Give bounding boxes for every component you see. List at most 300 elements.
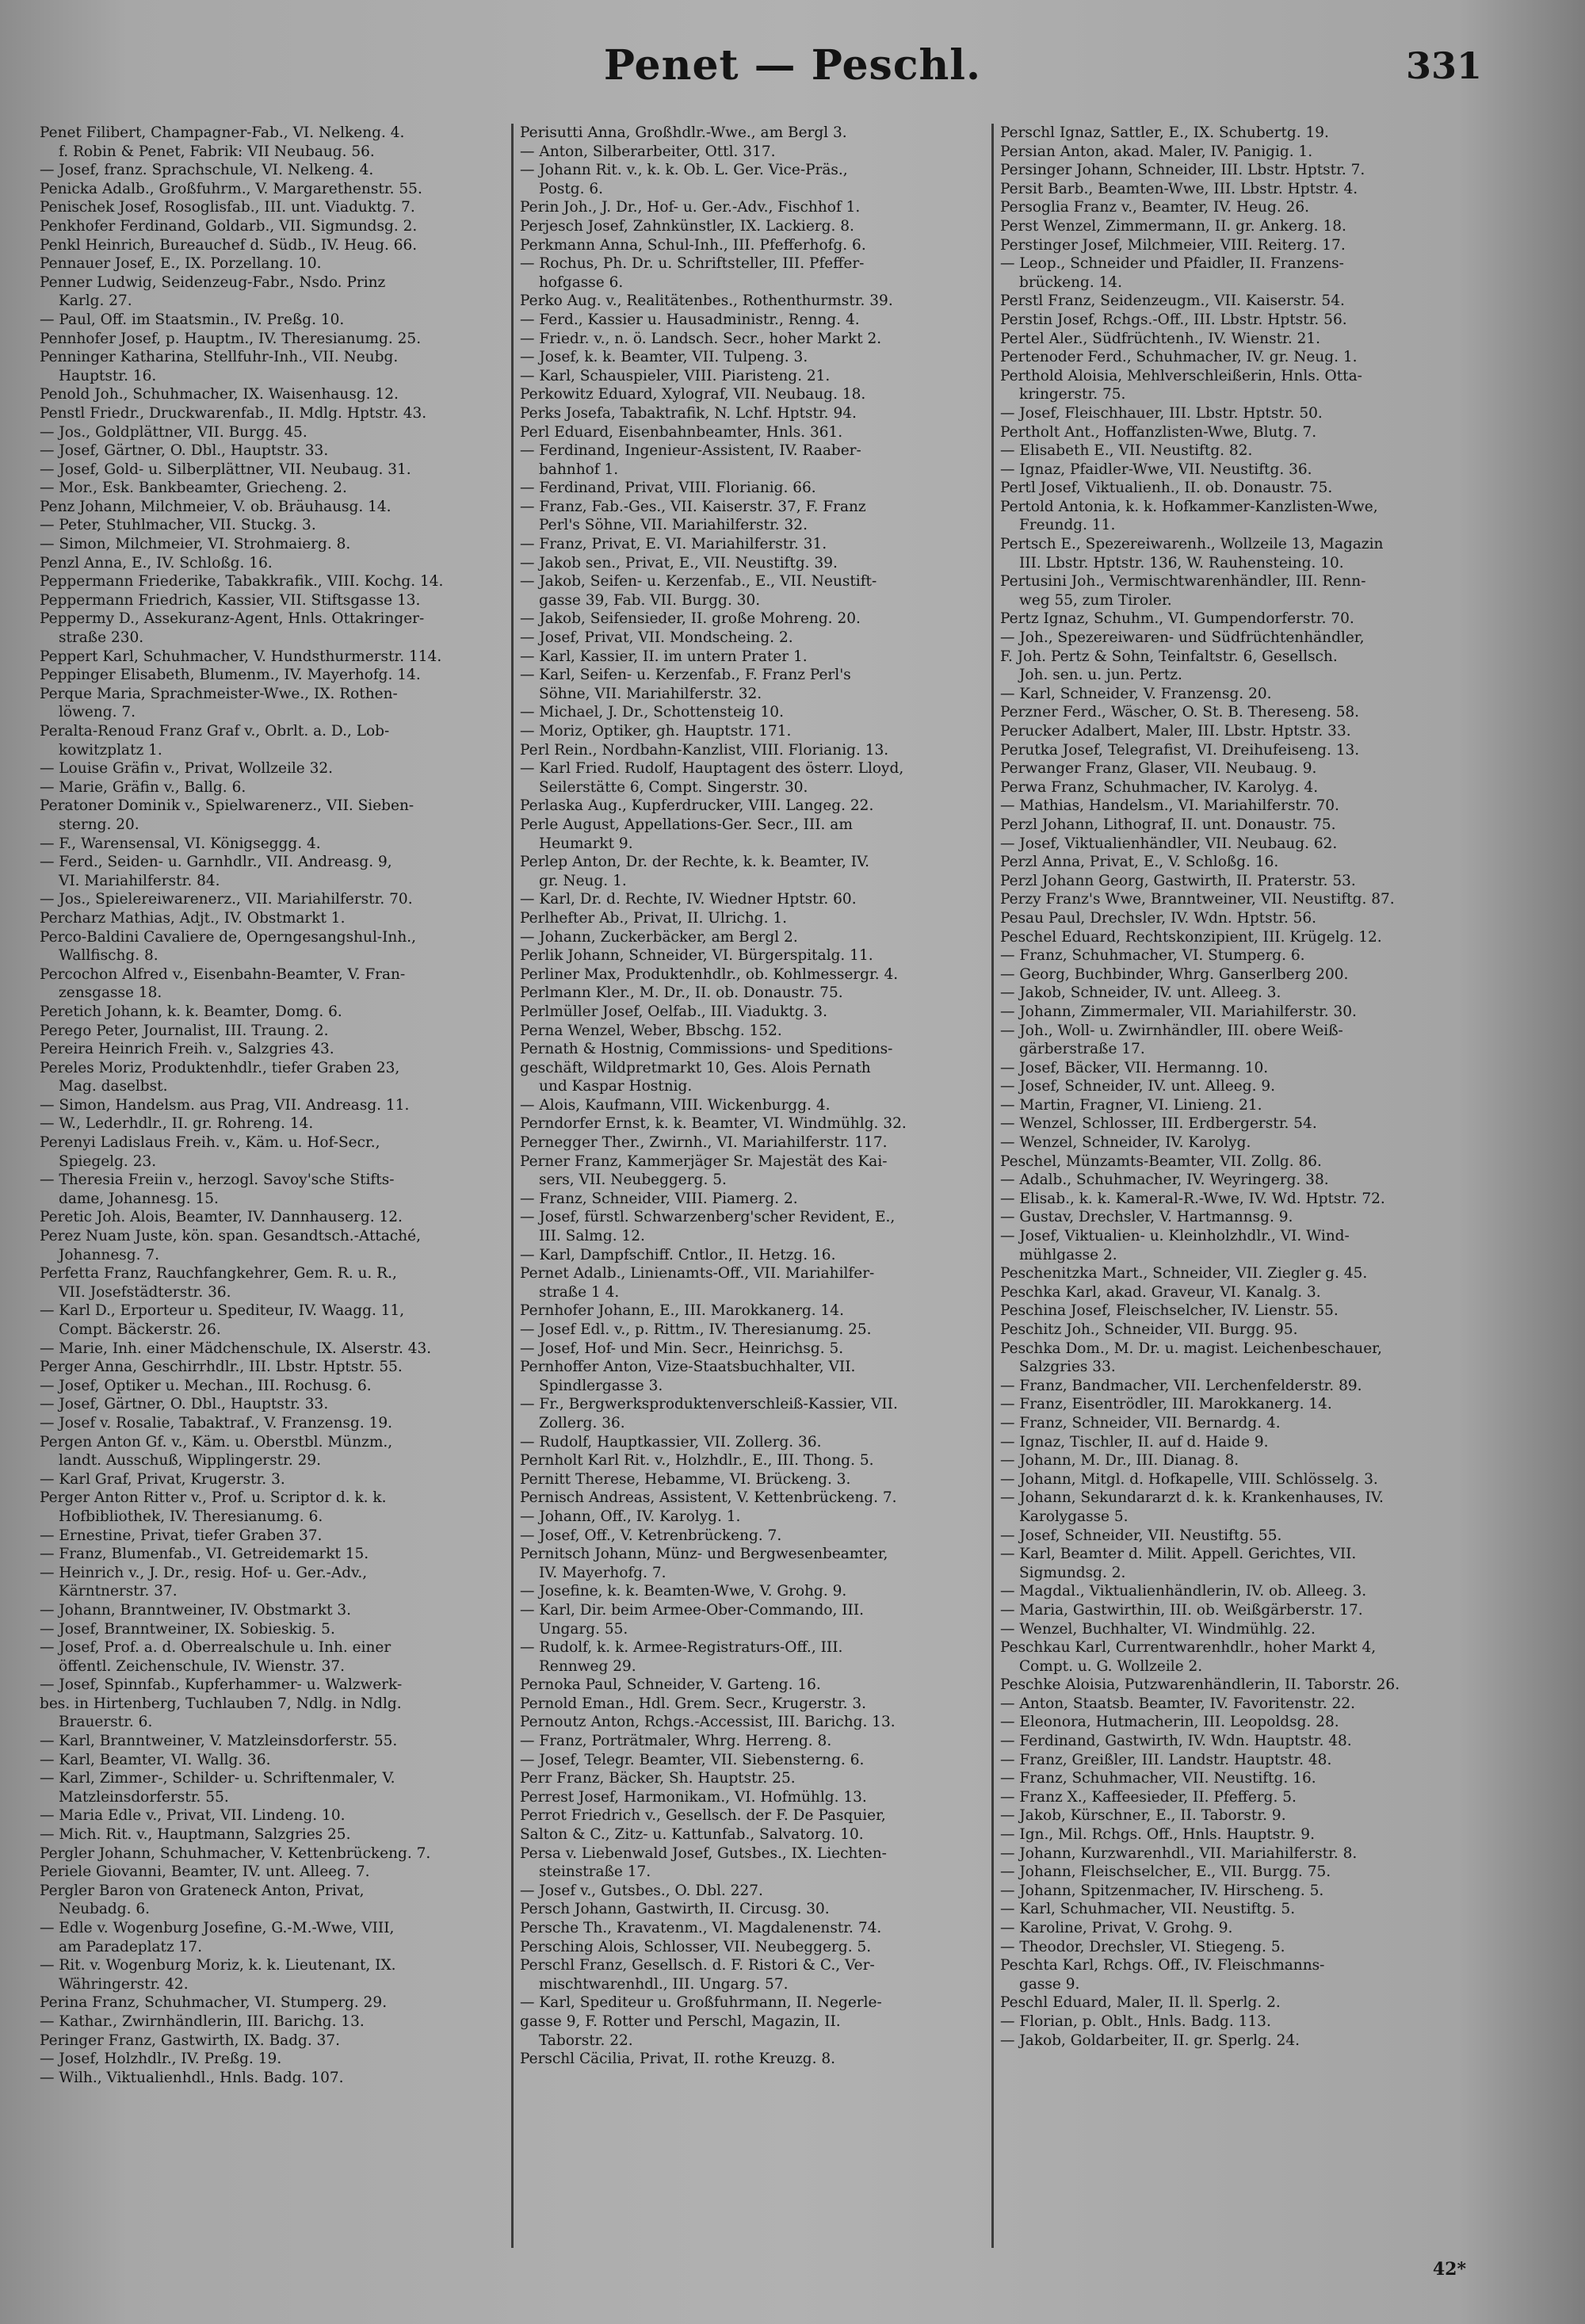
- directory-entry: — Johann, Spitzenmacher, IV. Hirscheng. 5.: [1000, 1882, 1324, 1899]
- entry-continuation: Compt. Bäckerstr. 26.: [59, 1321, 221, 1338]
- directory-entry: — Johann, Off., IV. Karolyg. 1.: [520, 1508, 741, 1525]
- directory-entry: Persch Johann, Gastwirth, II. Circusg. 30.: [520, 1901, 830, 1918]
- directory-entry: — Rochus, Ph. Dr. u. Schriftsteller, III. Pfeffer-: [520, 255, 865, 273]
- directory-entry: Pergler Baron von Grateneck Anton, Privat,: [40, 1882, 365, 1899]
- directory-entry: — Anton, Silberarbeiter, Ottl. 317.: [520, 143, 776, 160]
- entry-continuation: Salzgries 33.: [1019, 1359, 1116, 1376]
- entry-continuation: zensgasse 18.: [59, 984, 162, 1002]
- directory-entry: — Ignaz, Tischler, II. auf d. Haide 9.: [1000, 1433, 1269, 1451]
- directory-entry: — Franz, Schneider, VIII. Piamerg. 2.: [520, 1190, 798, 1207]
- directory-entry: — Franz, Schuhmacher, VI. Stumperg. 6.: [1000, 947, 1305, 965]
- directory-entry: — Marie, Gräfin v., Ballg. 6.: [40, 778, 246, 796]
- page-number: 331: [1405, 44, 1482, 87]
- directory-entry: Pernisch Andreas, Assistent, V. Kettenbrückeng. 7.: [520, 1489, 897, 1507]
- directory-entry: Penischek Josef, Rosoglisfab., III. unt. Viaduktg. 7.: [40, 199, 415, 216]
- directory-entry: — Johann Rit. v., k. k. Ob. L. Ger. Vice-Präs.,: [520, 162, 848, 179]
- directory-entry: Penold Joh., Schuhmacher, IX. Waisenhausg. 12.: [40, 386, 399, 403]
- directory-entry: gasse 9, F. Rotter und Perschl, Magazin, II.: [520, 2012, 841, 2030]
- directory-entry: — Josefine, k. k. Beamten-Wwe, V. Grohg. 9.: [520, 1583, 847, 1600]
- entry-continuation: und Kaspar Hostnig.: [539, 1078, 693, 1095]
- printer-signature: 42*: [1432, 2259, 1466, 2280]
- entry-continuation: III. Lbstr. Hptstr. 136, W. Rauhensteing. 10.: [1019, 554, 1344, 571]
- directory-entry: Pennauer Josef, E., IX. Porzellang. 10.: [40, 255, 322, 273]
- directory-entry: — Mor., Esk. Bankbeamter, Griecheng. 2.: [40, 480, 347, 497]
- entry-continuation: Taborstr. 22.: [539, 2032, 633, 2049]
- entry-continuation: Matzleinsdorferstr. 55.: [59, 1788, 229, 1806]
- entry-continuation: weg 55, zum Tiroler.: [1019, 591, 1172, 609]
- directory-entry: Perque Maria, Sprachmeister-Wwe., IX. Rothen-: [40, 685, 398, 702]
- directory-entry: — Karl, Spediteur u. Großfuhrmann, II. Negerle-: [520, 1994, 882, 2012]
- directory-entry: — Josef, Telegr. Beamter, VII. Siebensterng. 6.: [520, 1751, 865, 1768]
- entry-continuation: Söhne, VII. Mariahilferstr. 32.: [539, 685, 762, 702]
- entry-continuation: öffentl. Zeichenschule, IV. Wienstr. 37.: [59, 1657, 346, 1675]
- directory-entry: — Marie, Inh. einer Mädchenschule, IX. Alserstr. 43.: [40, 1340, 432, 1357]
- directory-entry: — Franz, Eisentrödler, III. Marokkanerg. 14.: [1000, 1396, 1332, 1413]
- directory-entry: — Simon, Handelsm. aus Prag, VII. Andreasg. 11.: [40, 1096, 410, 1114]
- directory-entry: — Karl D., Erporteur u. Spediteur, IV. Waagg. 11,: [40, 1302, 405, 1320]
- directory-entry: — Franz, Porträtmaler, Whrg. Herreng. 8.: [520, 1733, 832, 1750]
- entry-continuation: landt. Ausschuß, Wipplingerstr. 29.: [59, 1452, 322, 1470]
- directory-entry: — Josef, franz. Sprachschule, VI. Nelkeng. 4.: [40, 162, 374, 179]
- directory-entry: — Ferd., Seiden- u. Garnhdlr., VII. Andreasg. 9,: [40, 854, 392, 871]
- directory-entry: Pernitsch Johann, Münz- und Bergwesenbeamter,: [520, 1546, 888, 1563]
- directory-entry: — Karl, Schauspieler, VIII. Piaristeng. 21.: [520, 367, 831, 384]
- entry-continuation: Zollerg. 36.: [539, 1414, 625, 1431]
- directory-entry: — Wenzel, Schlosser, III. Erdbergerstr. 54.: [1000, 1115, 1317, 1133]
- directory-entry: — Johann, Zimmermaler, VII. Mariahilferstr. 30.: [1000, 1003, 1357, 1020]
- directory-entry: — Rudolf, Hauptkassier, VII. Zollerg. 36.: [520, 1433, 822, 1451]
- entry-continuation: mischtwarenhdl., III. Ungarg. 57.: [539, 1975, 789, 1993]
- directory-entry: — Josef, Schneider, IV. unt. Alleeg. 9.: [1000, 1078, 1275, 1095]
- directory-entry: Perl Rein., Nordbahn-Kanzlist, VIII. Florianig. 13.: [520, 741, 889, 759]
- directory-entry: Peratoner Dominik v., Spielwarenerz., VII. Sieben-: [40, 797, 414, 815]
- directory-entry: — Ferdinand, Privat, VIII. Florianig. 66.: [520, 480, 816, 497]
- directory-entry: Penz Johann, Milchmeier, V. ob. Bräuhausg. 14.: [40, 498, 391, 515]
- directory-entry: — Josef, Bäcker, VII. Hermanng. 10.: [1000, 1059, 1269, 1076]
- page-header: [0, 41, 1585, 97]
- entry-continuation: straße 1 4.: [539, 1283, 620, 1301]
- entry-continuation: IV. Mayerhofg. 7.: [539, 1564, 666, 1581]
- directory-entry: Peschl Eduard, Maler, II. ll. Sperlg. 2.: [1000, 1994, 1281, 2012]
- directory-entry: Perschl Ignaz, Sattler, E., IX. Schubertg. 19.: [1000, 124, 1329, 141]
- directory-entry: — Maria, Gastwirthin, III. ob. Weißgärberstr. 17.: [1000, 1601, 1363, 1619]
- directory-entry: Perrot Friedrich v., Gesellsch. der F. De Pasquier,: [520, 1807, 886, 1825]
- directory-entry: — Franz, Schuhmacher, VII. Neustiftg. 16.: [1000, 1770, 1316, 1787]
- entry-continuation: mühlgasse 2.: [1019, 1246, 1117, 1263]
- directory-entry: Penkl Heinrich, Bureauchef d. Südb., IV. Heug. 66.: [40, 236, 418, 254]
- directory-entry: Perliner Max, Produktenhdlr., ob. Kohlmessergr. 4.: [520, 965, 899, 983]
- entry-continuation: bahnhof 1.: [539, 461, 619, 478]
- directory-entry: Peppermann Friederike, Tabakkrafik., VIII. Kochg. 14.: [40, 573, 444, 591]
- directory-entry: Perzl Anna, Privat, E., V. Schloßg. 16.: [1000, 854, 1279, 871]
- directory-entry: Perco-Baldini Cavaliere de, Operngesangshul-Inh.,: [40, 928, 417, 946]
- directory-entry: — Karl, Seifen- u. Kerzenfab., F. Franz Perl's: [520, 667, 851, 684]
- directory-entry: — Ferdinand, Ingenieur-Assistent, IV. Raaber-: [520, 442, 861, 460]
- directory-entry: Pergler Johann, Schuhmacher, V. Kettenbrückeng. 7.: [40, 1844, 431, 1862]
- directory-entry: Perutka Josef, Telegrafist, VI. Dreihufeiseng. 13.: [1000, 741, 1360, 759]
- directory-entry: — Johann, M. Dr., III. Dianag. 8.: [1000, 1452, 1239, 1470]
- directory-entry: Peschta Karl, Rchgs. Off., IV. Fleischmanns-: [1000, 1957, 1325, 1974]
- directory-entry: Pernath & Hostnig, Commissions- und Speditions-: [520, 1041, 893, 1058]
- entry-continuation: hofgasse 6.: [539, 273, 624, 291]
- directory-entry: — Karl Fried. Rudolf, Hauptagent des österr. Lloyd,: [520, 760, 904, 778]
- directory-entry: Perlep Anton, Dr. der Rechte, k. k. Beamter, IV.: [520, 854, 870, 871]
- directory-entry: Perst Wenzel, Zimmermann, II. gr. Ankerg. 18.: [1000, 217, 1346, 235]
- directory-entry: — Johann, Sekundararzt d. k. k. Krankenhauses, IV.: [1000, 1489, 1384, 1507]
- directory-entry: — Josef, Gold- u. Silberplättner, VII. Neubaug. 31.: [40, 461, 411, 478]
- directory-entry: Peschke Aloisia, Putzwarenhändlerin, II. Taborstr. 26.: [1000, 1676, 1400, 1694]
- directory-entry: Perndorfer Ernst, k. k. Beamter, VI. Windmühlg. 32.: [520, 1115, 907, 1133]
- directory-entry: Perego Peter, Journalist, III. Traung. 2.: [40, 1022, 329, 1039]
- directory-entry: — Josef, Viktualien- u. Kleinholzhdlr., VI. Wind-: [1000, 1228, 1350, 1245]
- entry-continuation: III. Salmg. 12.: [539, 1228, 645, 1245]
- directory-entry: — Elisabeth E., VII. Neustiftg. 82.: [1000, 442, 1253, 460]
- directory-entry: Perlmüller Josef, Oelfab., III. Viaduktg. 3.: [520, 1003, 827, 1020]
- directory-entry: — Franz, Schneider, VII. Bernardg. 4.: [1000, 1414, 1281, 1431]
- directory-entry: Perner Franz, Kammerjäger Sr. Majestät des Kai-: [520, 1152, 888, 1170]
- directory-entry: Pernitt Therese, Hebamme, VI. Brückeng. 3.: [520, 1470, 851, 1488]
- entry-continuation: Brauerstr. 6.: [59, 1714, 153, 1731]
- directory-entry: — Karl, Beamter d. Milit. Appell. Gerichtes, VII.: [1000, 1546, 1357, 1563]
- directory-entry: — Ernestine, Privat, tiefer Graben 37.: [40, 1527, 323, 1544]
- directory-entry: geschäft, Wildpretmarkt 10, Ges. Alois Pernath: [520, 1059, 871, 1076]
- directory-entry: — Alois, Kaufmann, VIII. Wickenburgg. 4.: [520, 1096, 831, 1114]
- directory-entry: — Magdal., Viktualienhändlerin, IV. ob. Alleeg. 3.: [1000, 1583, 1367, 1600]
- directory-entry: Perstin Josef, Rchgs.-Off., III. Lbstr. Hptstr. 56.: [1000, 311, 1347, 328]
- directory-entry: Peppert Karl, Schuhmacher, V. Hundsthurmerstr. 114.: [40, 648, 442, 665]
- directory-entry: Perkowitz Eduard, Xylograf, VII. Neubaug. 18.: [520, 386, 866, 403]
- directory-entry: Perschl Franz, Gesellsch. d. F. Ristori & C., Ver-: [520, 1957, 875, 1974]
- directory-entry: — Franz, Blumenfab., VI. Getreidemarkt 15.: [40, 1546, 369, 1563]
- directory-entry: — Gustav, Drechsler, V. Hartmannsg. 9.: [1000, 1209, 1293, 1226]
- entry-continuation: kringerstr. 75.: [1019, 386, 1126, 403]
- directory-entry: Pernold Eman., Hdl. Grem. Secr., Krugerstr. 3.: [520, 1695, 867, 1712]
- directory-entry: Perzl Johann Georg, Gastwirth, II. Praterstr. 53.: [1000, 872, 1356, 889]
- directory-entry: — Josef, Holzhdlr., IV. Preßg. 19.: [40, 2051, 282, 2068]
- directory-entry: Peppermy D., Assekuranz-Agent, Hnls. Ottakringer-: [40, 610, 425, 628]
- directory-entry: Pereira Heinrich Freih. v., Salzgries 43.: [40, 1041, 334, 1058]
- directory-entry: — Jakob sen., Privat, E., VII. Neustiftg. 39.: [520, 554, 838, 571]
- entry-continuation: Ungarg. 55.: [539, 1620, 628, 1638]
- directory-entry: — Josef, Gärtner, O. Dbl., Hauptstr. 33.: [40, 1396, 329, 1413]
- directory-entry: Perzy Franz's Wwe, Branntweiner, VII. Neustiftg. 87.: [1000, 891, 1395, 908]
- directory-entry: Pesau Paul, Drechsler, IV. Wdn. Hptstr. 56.: [1000, 909, 1317, 927]
- directory-entry: bes. in Hirtenberg, Tuchlauben 7, Ndlg. in Ndlg.: [40, 1695, 402, 1712]
- directory-entry: Periele Giovanni, Beamter, IV. unt. Alleeg. 7.: [40, 1863, 370, 1881]
- directory-entry: Peschitz Joh., Schneider, VII. Burgg. 95.: [1000, 1321, 1298, 1338]
- directory-entry: Pernet Adalb., Linienamts-Off., VII. Mariahilfer-: [520, 1265, 875, 1282]
- directory-entry: Pertl Josef, Viktualienh., II. ob. Donaustr. 75.: [1000, 480, 1333, 497]
- directory-entry: — Anton, Staatsb. Beamter, IV. Favoritenstr. 22.: [1000, 1695, 1356, 1712]
- directory-entry: — Maria Edle v., Privat, VII. Lindeng. 10.: [40, 1807, 346, 1825]
- directory-entry: Peschel, Münzamts-Beamter, VII. Zollg. 86.: [1000, 1152, 1322, 1170]
- entry-continuation: VI. Mariahilferstr. 84.: [59, 872, 220, 889]
- entry-continuation: Compt. u. G. Wollzeile 2.: [1019, 1657, 1203, 1675]
- directory-entry: Salton & C., Zitz- u. Kattunfab., Salvatorg. 10.: [520, 1826, 864, 1844]
- directory-entry: — Louise Gräfin v., Privat, Wollzeile 32.: [40, 760, 334, 778]
- directory-entry: — F., Warensensal, VI. Königseggg. 4.: [40, 835, 321, 852]
- directory-entry: Penicka Adalb., Großfuhrm., V. Margarethenstr. 55.: [40, 180, 422, 197]
- directory-entry: Perger Anton Ritter v., Prof. u. Scriptor d. k. k.: [40, 1489, 387, 1507]
- entry-continuation: am Paradeplatz 17.: [59, 1938, 203, 1955]
- directory-entry: Perkmann Anna, Schul-Inh., III. Pfefferhofg. 6.: [520, 236, 866, 254]
- directory-entry: — Josef v., Gutsbes., O. Dbl. 227.: [520, 1882, 763, 1899]
- directory-entry: Perger Anna, Geschirrhdlr., III. Lbstr. Hptstr. 55.: [40, 1359, 403, 1376]
- directory-entry: — Theodor, Drechsler, VI. Stiegeng. 5.: [1000, 1938, 1285, 1955]
- directory-entry: — Friedr. v., n. ö. Landsch. Secr., hoher Markt 2.: [520, 330, 882, 347]
- directory-entry: — Wenzel, Schneider, IV. Karolyg.: [1000, 1134, 1251, 1152]
- directory-entry: Perschl Cäcilia, Privat, II. rothe Kreuzg. 8.: [520, 2051, 836, 2068]
- directory-entry: — Jakob, Goldarbeiter, II. gr. Sperlg. 24.: [1000, 2032, 1300, 2049]
- entry-continuation: f. Robin & Penet, Fabrik: VII Neubaug. 56.: [59, 143, 375, 160]
- entry-continuation: Joh. sen. u. jun. Pertz.: [1019, 667, 1182, 684]
- directory-entry: Pertusini Joh., Vermischtwarenhändler, III. Renn-: [1000, 573, 1366, 591]
- directory-entry: — Josef, Schneider, VII. Neustiftg. 55.: [1000, 1527, 1282, 1544]
- directory-entry: — Leop., Schneider und Pfaidler, II. Franzens-: [1000, 255, 1344, 273]
- directory-entry: — Karl, Dir. beim Armee-Ober-Commando, III.: [520, 1601, 865, 1619]
- entry-continuation: Postg. 6.: [539, 180, 604, 197]
- directory-entry: Persoglia Franz v., Beamter, IV. Heug. 26.: [1000, 199, 1310, 216]
- directory-entry: Perwa Franz, Schuhmacher, IV. Karolyg. 4.: [1000, 778, 1319, 796]
- directory-entry: Pertsch E., Spezereiwarenh., Wollzeile 13, Magazin: [1000, 536, 1384, 553]
- directory-entry: Penstl Friedr., Druckwarenfab., II. Mdlg. Hptstr. 43.: [40, 404, 427, 422]
- entry-continuation: Rennweg 29.: [539, 1657, 636, 1675]
- directory-entry: Penet Filibert, Champagner-Fab., VI. Nelkeng. 4.: [40, 124, 405, 141]
- directory-entry: — Karl Graf, Privat, Krugerstr. 3.: [40, 1470, 285, 1488]
- directory-entry: — Mathias, Handelsm., VI. Mariahilferstr. 70.: [1000, 797, 1339, 815]
- directory-entry: — Wenzel, Buchhalter, VI. Windmühlg. 22.: [1000, 1620, 1316, 1638]
- directory-entry: Perthold Aloisia, Mehlverschleißerin, Hnls. Otta-: [1000, 367, 1362, 384]
- entry-continuation: gasse 9.: [1019, 1975, 1080, 1993]
- directory-entry: — Michael, J. Dr., Schottensteig 10.: [520, 704, 784, 721]
- entry-continuation: Währingerstr. 42.: [59, 1975, 189, 1993]
- entry-continuation: steinstraße 17.: [539, 1863, 651, 1881]
- entry-continuation: dame, Johannesg. 15.: [59, 1190, 219, 1207]
- directory-entry: Peppinger Elisabeth, Blumenm., IV. Mayerhofg. 14.: [40, 667, 421, 684]
- directory-entry: — Moriz, Optiker, gh. Hauptstr. 171.: [520, 723, 792, 740]
- directory-entry: — Jos., Goldplättner, VII. Burgg. 45.: [40, 423, 307, 441]
- directory-entry: Perle August, Appellations-Ger. Secr., III. am: [520, 816, 853, 833]
- directory-entry: — Karl, Beamter, VI. Wallg. 36.: [40, 1751, 271, 1768]
- directory-entry: — Johann, Kurzwarenhdl., VII. Mariahilferstr. 8.: [1000, 1844, 1358, 1862]
- entry-continuation: Wallfischg. 8.: [59, 947, 158, 965]
- directory-entry: Pertold Antonia, k. k. Hofkammer-Kanzlisten-Wwe,: [1000, 498, 1378, 515]
- directory-entry: Pernhoffer Anton, Vize-Staatsbuchhalter, VII.: [520, 1359, 856, 1376]
- directory-column-3: [994, 124, 1474, 2248]
- directory-entry: Penninger Katharina, Stellfuhr-Inh., VII. Neubg.: [40, 349, 399, 366]
- directory-entry: Peschina Josef, Fleischselcher, IV. Lienstr. 55.: [1000, 1302, 1339, 1320]
- directory-entry: Perfetta Franz, Rauchfangkehrer, Gem. R. u. R.,: [40, 1265, 397, 1282]
- entry-continuation: Neubadg. 6.: [59, 1901, 151, 1918]
- directory-entry: — Ferd., Kassier u. Hausadministr., Renng. 4.: [520, 311, 860, 328]
- directory-entry: — Franz X., Kaffeesieder, II. Pfefferg. 5.: [1000, 1788, 1297, 1806]
- directory-entry: — Karoline, Privat, V. Grohg. 9.: [1000, 1920, 1233, 1936]
- directory-entry: Perna Wenzel, Weber, Bbschg. 152.: [520, 1022, 782, 1039]
- directory-entry: Perzl Johann, Lithograf, II. unt. Donaustr. 75.: [1000, 816, 1336, 833]
- directory-entry: Peschkau Karl, Currentwarenhdlr., hoher Markt 4,: [1000, 1639, 1377, 1657]
- directory-entry: — Johann, Mitgl. d. Hofkapelle, VIII. Schlösselg. 3.: [1000, 1470, 1378, 1488]
- directory-entry: Perr Franz, Bäcker, Sh. Hauptstr. 25.: [520, 1770, 796, 1787]
- directory-entry: — Adalb., Schuhmacher, IV. Weyringerg. 38.: [1000, 1172, 1329, 1189]
- directory-entry: Pertholt Ant., Hoffanzlisten-Wwe, Blutg. 7.: [1000, 423, 1317, 441]
- directory-entry: Perisutti Anna, Großhdlr.-Wwe., am Bergl 3.: [520, 124, 847, 141]
- directory-entry: — Joh., Spezereiwaren- und Südfrüchtenhändler,: [1000, 629, 1365, 647]
- directory-entry: — Peter, Stuhlmacher, VII. Stuckg. 3.: [40, 517, 316, 534]
- directory-entry: — Karl, Schneider, V. Franzensg. 20.: [1000, 685, 1272, 702]
- directory-entry: Perstl Franz, Seidenzeugm., VII. Kaiserstr. 54.: [1000, 292, 1345, 310]
- directory-entry: — Jakob, Seifensieder, II. große Mohreng. 20.: [520, 610, 861, 628]
- directory-entry: Perl Eduard, Eisenbahnbeamter, Hnls. 361.: [520, 423, 843, 441]
- directory-entry: Pertel Aler., Südfrüchtenh., IV. Wienstr. 21.: [1000, 330, 1321, 347]
- entry-continuation: straße 230.: [59, 629, 144, 647]
- directory-entry: Perez Nuam Juste, kön. span. Gesandtsch.-Attaché,: [40, 1228, 421, 1245]
- directory-entry: — Johann, Branntweiner, IV. Obstmarkt 3.: [40, 1601, 352, 1619]
- directory-entry: Persa v. Liebenwald Josef, Gutsbes., IX. Liechten-: [520, 1844, 887, 1862]
- directory-entry: Peschka Karl, akad. Graveur, VI. Kanalg. 3.: [1000, 1283, 1321, 1301]
- directory-entry: — Josef, Hof- und Min. Secr., Heinrichsg. 5.: [520, 1340, 844, 1357]
- entry-continuation: gr. Neug. 1.: [539, 872, 627, 889]
- directory-entry: Pernholt Karl Rit. v., Holzhdlr., E., III. Thong. 5.: [520, 1452, 874, 1470]
- directory-entry: — Mich. Rit. v., Hauptmann, Salzgries 25.: [40, 1826, 351, 1844]
- directory-entry: — Franz, Privat, E. VI. Mariahilferstr. 31.: [520, 536, 827, 553]
- directory-entry: Peschenitzka Mart., Schneider, VII. Ziegler g. 45.: [1000, 1265, 1368, 1282]
- directory-entry: Persching Alois, Schlosser, VII. Neubeggerg. 5.: [520, 1938, 872, 1955]
- directory-entry: Pernegger Ther., Zwirnh., VI. Mariahilferstr. 117.: [520, 1134, 888, 1152]
- entry-continuation: Spindlergasse 3.: [539, 1377, 663, 1394]
- entry-continuation: sers, VII. Neubeggerg. 5.: [539, 1172, 727, 1189]
- directory-entry: — Karl, Kassier, II. im untern Prater 1.: [520, 648, 808, 665]
- directory-entry: — Karl, Schuhmacher, VII. Neustiftg. 5.: [1000, 1901, 1296, 1918]
- directory-entry: — Johann, Zuckerbäcker, am Bergl 2.: [520, 928, 798, 946]
- entry-continuation: Hauptstr. 16.: [59, 367, 157, 384]
- directory-entry: — Joh., Woll- u. Zwirnhändler, III. obere Weiß-: [1000, 1022, 1343, 1039]
- entry-continuation: Karolygasse 5.: [1019, 1508, 1129, 1525]
- directory-entry: — Johann, Fleischselcher, E., VII. Burgg. 75.: [1000, 1863, 1331, 1881]
- directory-entry: Pereles Moriz, Produktenhdlr., tiefer Graben 23,: [40, 1059, 400, 1076]
- directory-entry: Penzl Anna, E., IV. Schloßg. 16.: [40, 554, 273, 571]
- entry-continuation: gasse 39, Fab. VII. Burgg. 30.: [539, 591, 761, 609]
- directory-entry: — Ferdinand, Gastwirth, IV. Wdn. Hauptstr. 48.: [1000, 1733, 1352, 1750]
- directory-entry: Perwanger Franz, Glaser, VII. Neubaug. 9.: [1000, 760, 1317, 778]
- directory-entry: Pernhofer Johann, E., III. Marokkanerg. 14.: [520, 1302, 844, 1320]
- directory-entry: — Heinrich v., J. Dr., resig. Hof- u. Ger.-Adv.,: [40, 1564, 368, 1581]
- directory-entry: — Josef, fürstl. Schwarzenberg'scher Revident, E.,: [520, 1209, 896, 1226]
- directory-entry: Perstinger Josef, Milchmeier, VIII. Reiterg. 17.: [1000, 236, 1346, 254]
- directory-entry: — Karl, Branntweiner, V. Matzleinsdorferstr. 55.: [40, 1733, 398, 1750]
- directory-entry: Perzner Ferd., Wäscher, O. St. B. Thereseng. 58.: [1000, 704, 1360, 721]
- directory-entry: — Theresia Freiin v., herzogl. Savoy'sche Stifts-: [40, 1172, 395, 1189]
- directory-entry: — Martin, Fragner, VI. Linieng. 21.: [1000, 1096, 1262, 1114]
- entry-continuation: sterng. 20.: [59, 816, 139, 833]
- directory-entry: — Simon, Milchmeier, VI. Strohmaierg. 8.: [40, 536, 351, 553]
- directory-entry: — Elisab., k. k. Kameral-R.-Wwe, IV. Wd. Hptstr. 72.: [1000, 1190, 1385, 1207]
- directory-entry: — Wilh., Viktualienhdl., Hnls. Badg. 107.: [40, 2069, 344, 2086]
- entry-continuation: Perl's Söhne, VII. Mariahilferstr. 32.: [539, 517, 808, 534]
- directory-entry: — Franz, Bandmacher, VII. Lerchenfelderstr. 89.: [1000, 1377, 1362, 1394]
- directory-entry: — Josef, Privat, VII. Mondscheing. 2.: [520, 629, 793, 647]
- entry-continuation: brückeng. 14.: [1019, 273, 1123, 291]
- directory-entry: Pertenoder Ferd., Schuhmacher, IV. gr. Neug. 1.: [1000, 349, 1358, 366]
- directory-entry: Persit Barb., Beamten-Wwe, III. Lbstr. Hptstr. 4.: [1000, 180, 1358, 197]
- entry-continuation: Spiegelg. 23.: [59, 1152, 157, 1170]
- directory-entry: Pernoutz Anton, Rchgs.-Accessist, III. Barichg. 13.: [520, 1714, 896, 1731]
- directory-entry: Perko Aug. v., Realitätenbes., Rothenthurmstr. 39.: [520, 292, 893, 310]
- entry-continuation: Mag. daselbst.: [59, 1078, 168, 1095]
- directory-entry: — Georg, Buchbinder, Whrg. Ganserlberg 200.: [1000, 965, 1349, 983]
- directory-entry: Persian Anton, akad. Maler, IV. Panigig. 1.: [1000, 143, 1313, 160]
- directory-entry: — W., Lederhdlr., II. gr. Rohreng. 14.: [40, 1115, 314, 1133]
- entry-continuation: Karlg. 27.: [59, 292, 132, 310]
- directory-entry: — Paul, Off. im Staatsmin., IV. Preßg. 10.: [40, 311, 345, 328]
- entry-continuation: kowitzplatz 1.: [59, 741, 162, 759]
- directory-entry: — Franz, Fab.-Ges., VII. Kaiserstr. 37, F. Franz: [520, 498, 866, 515]
- directory-entry: — Karl, Dr. d. Rechte, IV. Wiedner Hptstr. 60.: [520, 891, 857, 908]
- directory-entry: Perlaska Aug., Kupferdrucker, VIII. Langeg. 22.: [520, 797, 874, 815]
- entry-continuation: Sigmundsg. 2.: [1019, 1564, 1126, 1581]
- directory-entry: — Rudolf, k. k. Armee-Registraturs-Off., III.: [520, 1639, 843, 1657]
- directory-entry: Peretic Joh. Alois, Beamter, IV. Dannhauserg. 12.: [40, 1209, 403, 1226]
- directory-entry: Perlik Johann, Schneider, VI. Bürgerspitalg. 11.: [520, 947, 873, 965]
- directory-entry: Perks Josefa, Tabaktrafik, N. Lchf. Hptstr. 94.: [520, 404, 857, 422]
- directory-entry: Perenyi Ladislaus Freih. v., Käm. u. Hof-Secr.,: [40, 1134, 380, 1152]
- directory-entry: F. Joh. Pertz & Sohn, Teinfaltstr. 6, Gesellsch.: [1000, 648, 1338, 665]
- entry-continuation: Freundg. 11.: [1019, 517, 1116, 534]
- directory-entry: — Ign., Mil. Rchgs. Off., Hnls. Hauptstr. 9.: [1000, 1826, 1315, 1844]
- directory-entry: — Josef, Spinnfab., Kupferhammer- u. Walzwerk-: [40, 1676, 403, 1694]
- directory-entry: Percharz Mathias, Adjt., IV. Obstmarkt 1.: [40, 909, 346, 927]
- directory-entry: — Josef, Viktualienhändler, VII. Neubaug. 62.: [1000, 835, 1338, 852]
- directory-entry: — Josef, Off., V. Ketrenbrückeng. 7.: [520, 1527, 782, 1544]
- directory-entry: Perin Joh., J. Dr., Hof- u. Ger.-Adv., Fischhof 1.: [520, 199, 861, 216]
- directory-entry: — Jos., Spielereiwarenerz., VII. Mariahilferstr. 70.: [40, 891, 413, 908]
- directory-entry: Peppermann Friedrich, Kassier, VII. Stiftsgasse 13.: [40, 591, 421, 609]
- directory-entry: Perrest Josef, Harmonikam., VI. Hofmühlg. 13.: [520, 1788, 867, 1806]
- entry-continuation: löweng. 7.: [59, 704, 136, 721]
- directory-entry: Peringer Franz, Gastwirth, IX. Badg. 37.: [40, 2032, 341, 2049]
- directory-entry: Peretich Johann, k. k. Beamter, Domg. 6.: [40, 1003, 342, 1020]
- entry-continuation: Hofbibliothek, IV. Theresianumg. 6.: [59, 1508, 323, 1525]
- directory-entry: — Josef, Prof. a. d. Oberrealschule u. Inh. einer: [40, 1639, 391, 1657]
- directory-entry: Pergen Anton Gf. v., Käm. u. Oberstbl. Münzm.,: [40, 1433, 393, 1451]
- directory-entry: — Jakob, Schneider, IV. unt. Alleeg. 3.: [1000, 984, 1281, 1002]
- directory-entry: Perjesch Josef, Zahnkünstler, IX. Lackierg. 8.: [520, 217, 854, 235]
- directory-entry: Peralta-Renoud Franz Graf v., Obrlt. a. D., Lob-: [40, 723, 390, 740]
- directory-entry: Penkhofer Ferdinand, Goldarb., VII. Sigmundsg. 2.: [40, 217, 418, 235]
- entry-continuation: Johannesg. 7.: [59, 1246, 160, 1263]
- directory-entry: — Josef, k. k. Beamter, VII. Tulpeng. 3.: [520, 349, 808, 366]
- directory-column-1: [33, 124, 514, 2248]
- directory-entry: Persinger Johann, Schneider, III. Lbstr. Hptstr. 7.: [1000, 162, 1365, 179]
- directory-entry: Percochon Alfred v., Eisenbahn-Beamter, V. Fran-: [40, 965, 406, 983]
- entry-continuation: gärberstraße 17.: [1019, 1041, 1145, 1058]
- page-title: Penet — Peschl.: [603, 41, 982, 90]
- directory-entry: — Eleonora, Hutmacherin, III. Leopoldsg. 28.: [1000, 1714, 1339, 1731]
- entry-continuation: Kärntnerstr. 37.: [59, 1583, 178, 1600]
- directory-entry: — Jakob, Seifen- u. Kerzenfab., E., VII. Neustift-: [520, 573, 877, 591]
- directory-entry: Peschel Eduard, Rechtskonzipient, III. Krügelg. 12.: [1000, 928, 1382, 946]
- directory-entry: Penner Ludwig, Seidenzeug-Fabr., Nsdo. Prinz: [40, 273, 386, 291]
- directory-entry: Perlmann Kler., M. Dr., II. ob. Donaustr. 75.: [520, 984, 843, 1002]
- directory-entry: Persche Th., Kravatenm., VI. Magdalenenstr. 74.: [520, 1920, 882, 1936]
- directory-columns: [33, 124, 1504, 2248]
- entry-continuation: Heumarkt 9.: [539, 835, 633, 852]
- directory-entry: Pennhofer Josef, p. Hauptm., IV. Theresianumg. 25.: [40, 330, 422, 347]
- directory-entry: — Fr., Bergwerksproduktenverschleiß-Kassier, VII.: [520, 1396, 898, 1413]
- directory-entry: Pertz Ignaz, Schuhm., VI. Gumpendorferstr. 70.: [1000, 610, 1354, 628]
- directory-entry: Perucker Adalbert, Maler, III. Lbstr. Hptstr. 33.: [1000, 723, 1351, 740]
- directory-entry: Peschka Dom., M. Dr. u. magist. Leichenbeschauer,: [1000, 1340, 1382, 1357]
- directory-entry: — Josef Edl. v., p. Rittm., IV. Theresianumg. 25.: [520, 1321, 872, 1338]
